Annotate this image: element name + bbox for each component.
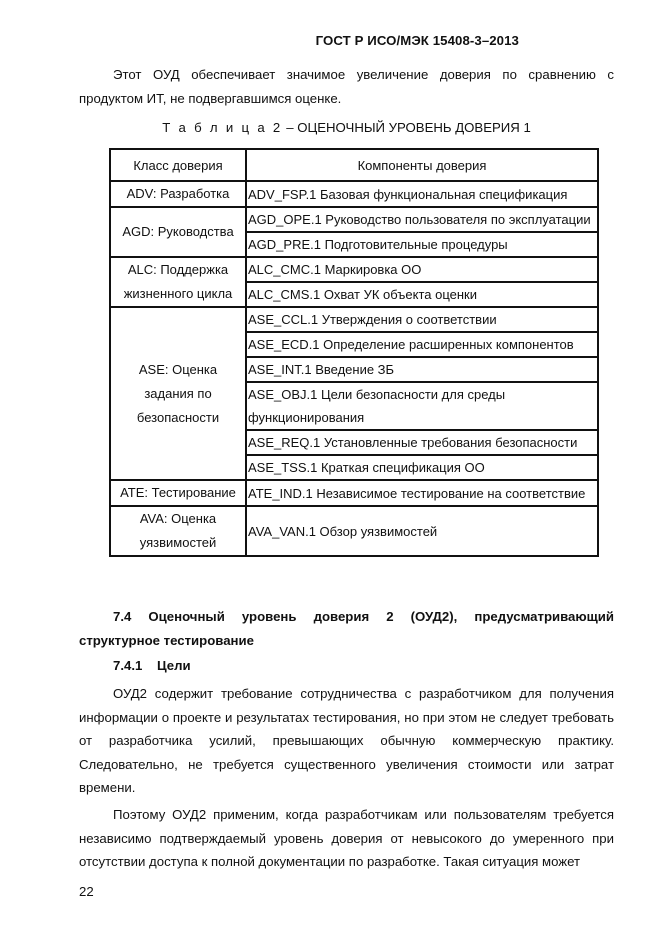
table-row bbox=[110, 307, 598, 332]
class-cell: ASE: Оценка задания по безопасности bbox=[110, 307, 246, 480]
table-caption-title: – ОЦЕНОЧНЫЙ УРОВЕНЬ ДОВЕРИЯ 1 bbox=[282, 120, 531, 135]
component-cell: ALC_CMS.1 Охват УК объекта оценки bbox=[246, 282, 598, 307]
component-cell: ASE_ECD.1 Определение расширенных компонентов bbox=[246, 332, 598, 357]
class-cell: ALC: Поддержка жизненного цикла bbox=[110, 257, 246, 307]
component-cell: AGD_OPE.1 Руководство пользователя по эксплуатации bbox=[246, 207, 598, 232]
component-cell: AGD_PRE.1 Подготовительные процедуры bbox=[246, 232, 598, 257]
table-row bbox=[110, 257, 598, 282]
component-cell: ASE_OBJ.1 Цели безопасности для среды функционирования bbox=[246, 382, 598, 430]
body-paragraph-1: ОУД2 содержит требование сотрудничества с разработчиком для получения информации о проекте и результатах тестирования, но при этом не следует требовать от разработчика усилий, превышающих обычную коммерческую практику. Следовательно, не требуется существенного увеличения стоимости или затрат времени. bbox=[79, 686, 614, 795]
table-row bbox=[110, 480, 598, 506]
component-cell: ADV_FSP.1 Базовая функциональная спецификация bbox=[246, 181, 598, 207]
subsection-title: 7.4.1 Цели bbox=[113, 658, 191, 673]
class-cell: AGD: Руководства bbox=[110, 207, 246, 257]
component-cell: ATE_IND.1 Независимое тестирование на соответствие bbox=[246, 480, 598, 506]
table-row bbox=[110, 207, 598, 232]
table-row bbox=[110, 506, 598, 556]
component-cell: AVA_VAN.1 Обзор уязвимостей bbox=[246, 506, 598, 556]
class-cell: ADV: Разработка bbox=[110, 181, 246, 207]
body-paragraph-2: Поэтому ОУД2 применим, когда разработчикам или пользователям требуется независимо подтверждаемый уровень доверия от невысокого до умеренного при отсутствии доступа к полной документации по разработке. Такая ситуация может bbox=[79, 807, 614, 869]
intro-paragraph: Этот ОУД обеспечивает значимое увеличение доверия по сравнению с продуктом ИТ, не подвергавшимся оценке. bbox=[79, 67, 614, 106]
component-cell: ASE_REQ.1 Установленные требования безопасности bbox=[246, 430, 598, 455]
assurance-table bbox=[109, 148, 599, 557]
table-header-row bbox=[110, 149, 598, 181]
component-cell: ASE_TSS.1 Краткая спецификация ОО bbox=[246, 455, 598, 480]
column-header-components: Компоненты доверия bbox=[246, 149, 598, 181]
section-title-line-2: структурное тестирование bbox=[79, 632, 254, 648]
section-title-line-1: 7.4 Оценочный уровень доверия 2 (ОУД2), предусматривающий bbox=[113, 609, 614, 624]
class-cell: AVA: Оценка уязвимостей bbox=[110, 506, 246, 556]
page-number: 22 bbox=[79, 884, 94, 899]
table-row bbox=[110, 181, 598, 207]
column-header-class: Класс доверия bbox=[110, 149, 246, 181]
table-caption bbox=[79, 118, 614, 138]
component-cell: ALC_CMC.1 Маркировка ОО bbox=[246, 257, 598, 282]
table-caption-prefix: Т а б л и ц а 2 bbox=[162, 120, 283, 135]
document-header: ГОСТ Р ИСО/МЭК 15408-3–2013 bbox=[315, 33, 519, 48]
section-title bbox=[79, 605, 614, 652]
component-cell: ASE_CCL.1 Утверждения о соответствии bbox=[246, 307, 598, 332]
component-cell: ASE_INT.1 Введение ЗБ bbox=[246, 357, 598, 382]
class-cell: ATE: Тестирование bbox=[110, 480, 246, 506]
